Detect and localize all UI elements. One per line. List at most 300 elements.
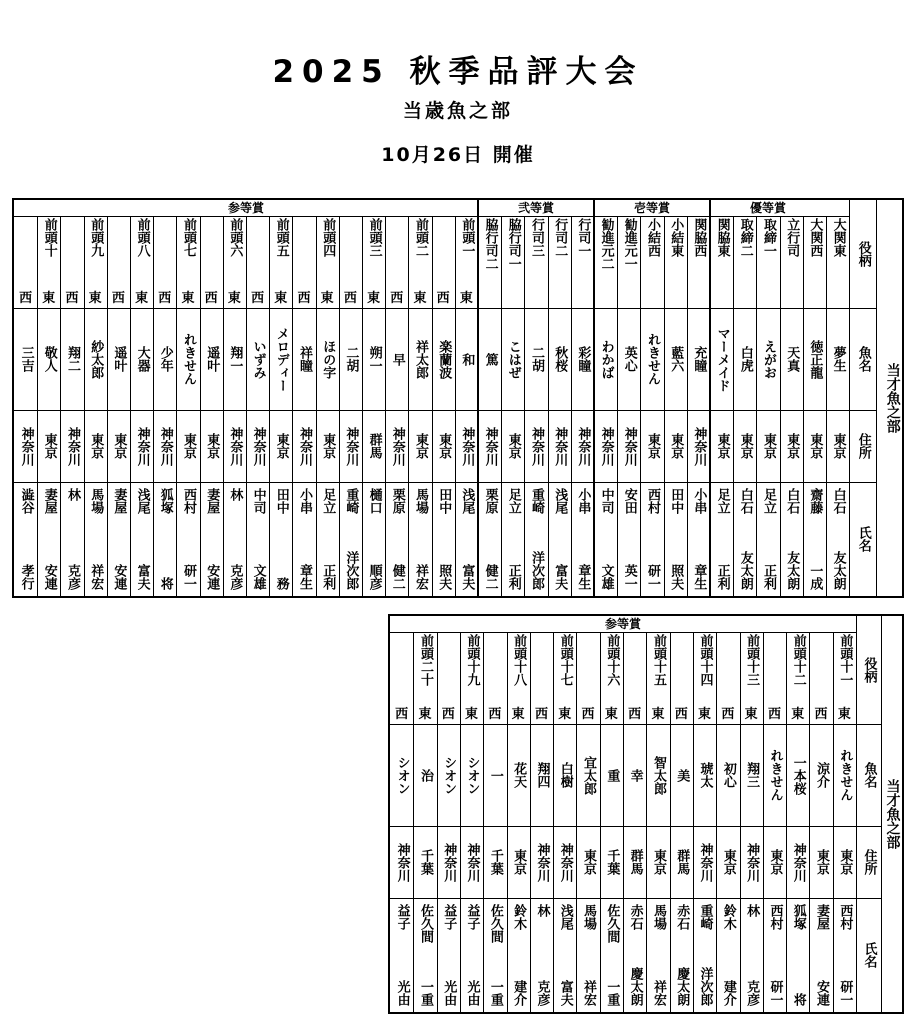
side-cell	[60, 290, 83, 308]
rank-title: 大関東	[830, 218, 846, 257]
side-label: 西	[343, 291, 357, 306]
side-row-line	[37, 290, 60, 291]
side-label: 西	[390, 291, 404, 306]
rank-cell	[432, 216, 455, 290]
side-row-line	[107, 290, 130, 291]
address-cell	[246, 410, 269, 482]
owner-name-cell	[269, 482, 292, 596]
owner-given-name: 祥宏	[88, 564, 104, 590]
fish-name: 楽蘭波	[436, 339, 452, 379]
side-row-line	[339, 290, 362, 291]
address-cell	[664, 410, 687, 482]
side-row-line	[693, 706, 716, 707]
owner-surname: 鈴木	[511, 904, 527, 930]
address: 千葉	[487, 849, 503, 875]
owner-given-name: 慶太朗	[627, 967, 643, 1006]
rank-cell	[763, 632, 786, 706]
owner-name-cell	[524, 482, 547, 596]
owner-name-cell	[763, 898, 786, 1012]
address-cell	[530, 826, 553, 898]
address: 東京	[644, 433, 660, 459]
rank-cell	[37, 216, 60, 290]
fish-name: ほの字	[320, 339, 336, 379]
owner-name-cell	[455, 482, 478, 596]
fish-name-cell	[571, 308, 594, 410]
owner-given-name: 一重	[417, 980, 433, 1006]
owner-name-cell	[200, 482, 223, 596]
owner-given-name: 克彦	[534, 980, 550, 1006]
address-cell	[60, 410, 83, 482]
rank-cell	[390, 632, 413, 706]
side-cell	[670, 706, 693, 724]
rank-title: 前頭五	[273, 218, 289, 257]
owner-name-cell	[646, 898, 669, 1012]
owner-name-cell	[553, 898, 576, 1012]
row-label: 魚名	[861, 762, 877, 788]
side-row-line	[200, 290, 223, 291]
owner-given-name: 健二	[482, 564, 498, 590]
side-cell	[507, 706, 530, 724]
owner-given-name: 克彦	[744, 980, 760, 1006]
rank-cell	[640, 216, 663, 308]
side-row-line	[223, 290, 246, 291]
rank-cell	[460, 632, 483, 706]
address: 東京	[814, 849, 830, 875]
address-cell	[524, 410, 547, 482]
owner-name-cell	[733, 482, 756, 596]
rank-title: 立行司	[784, 218, 800, 257]
rank-cell	[756, 216, 779, 308]
address: 東京	[767, 849, 783, 875]
side-label: 西	[581, 707, 595, 722]
rank-cell	[501, 216, 524, 308]
event-date: 10月26日 開催	[381, 144, 535, 166]
side-label: 西	[814, 707, 828, 722]
side-label: 東	[604, 707, 618, 722]
side-row-line	[483, 706, 506, 707]
rank-cell	[413, 632, 436, 706]
side-label: 東	[465, 707, 479, 722]
rank-title: 関脇西	[691, 218, 707, 257]
fish-name-cell	[501, 308, 524, 410]
owner-surname: 狐塚	[790, 904, 806, 930]
side-label: 東	[744, 707, 758, 722]
owner-given-name: 友太朗	[737, 551, 753, 590]
address-cell	[362, 410, 385, 482]
owner-given-name: 将	[157, 577, 173, 590]
rank-cell	[600, 632, 623, 706]
address-cell	[176, 410, 199, 482]
fish-name: 英心	[621, 346, 637, 372]
owner-given-name: 洋次郎	[343, 551, 359, 590]
owner-given-name: 光由	[464, 980, 480, 1006]
owner-name-cell	[316, 482, 339, 596]
rank-title: 前頭十三	[744, 634, 760, 686]
side-cell	[553, 706, 576, 724]
owner-surname: 小串	[691, 488, 707, 514]
address: 千葉	[604, 849, 620, 875]
address: 東京	[784, 433, 800, 459]
rank-cell	[339, 216, 362, 290]
side-row-line	[530, 706, 553, 707]
side-cell	[37, 290, 60, 308]
rank-title: 前頭三	[366, 218, 382, 257]
fish-name: 涼介	[814, 762, 830, 788]
page-title: 2025 秋季品評大会	[272, 54, 644, 90]
fish-name: こはぜ	[505, 339, 521, 379]
rank-cell	[478, 216, 501, 308]
address: 東京	[837, 849, 853, 875]
fish-name: 敬人	[41, 346, 57, 372]
owner-name-cell	[84, 482, 107, 596]
rank-title: 行司二	[552, 218, 568, 257]
owner-name-cell	[664, 482, 687, 596]
owner-surname: 安田	[621, 488, 637, 514]
owner-given-name: 研一	[837, 980, 853, 1006]
rank-cell	[153, 216, 176, 290]
owner-given-name: 正利	[760, 564, 776, 590]
fish-name: 徳正龍	[807, 339, 823, 379]
owner-name-cell	[809, 898, 832, 1012]
rank-cell	[670, 632, 693, 706]
owner-name-cell	[576, 898, 599, 1012]
owner-given-name: 友太朗	[784, 551, 800, 590]
fish-name: 少年	[157, 346, 173, 372]
address-cell	[200, 410, 223, 482]
address-cell	[37, 410, 60, 482]
fish-name-cell	[716, 724, 739, 826]
fish-name: 遥叶	[204, 346, 220, 372]
side-row-line	[246, 290, 269, 291]
address: 東京	[830, 433, 846, 459]
row-label: 住所	[855, 433, 871, 459]
address-cell	[153, 410, 176, 482]
fish-name: 白虎	[737, 346, 753, 372]
owner-given-name: 安連	[111, 564, 127, 590]
side-cell	[483, 706, 506, 724]
address: 神奈川	[250, 426, 266, 466]
address-cell	[670, 826, 693, 898]
side-cell	[84, 290, 107, 308]
owner-surname: 佐久間	[604, 904, 620, 943]
side-row-line	[740, 706, 763, 707]
side-row-line	[153, 290, 176, 291]
side-cell	[408, 290, 431, 308]
address-cell	[483, 826, 506, 898]
side-label: 西	[65, 291, 79, 306]
fish-name: 大器	[134, 346, 150, 372]
address: 東京	[320, 433, 336, 459]
owner-name-cell	[600, 898, 623, 1012]
owner-name-cell	[670, 898, 693, 1012]
address: 神奈川	[64, 426, 80, 466]
address-cell	[292, 410, 315, 482]
owner-given-name: 照夫	[668, 564, 684, 590]
address-cell	[478, 410, 501, 482]
owner-name-cell	[571, 482, 594, 596]
rank-title: 行司三	[528, 218, 544, 257]
fish-name: 彩瞳	[575, 346, 591, 372]
fish-name-cell	[339, 308, 362, 410]
fish-name: 天真	[784, 346, 800, 372]
address: 東京	[436, 433, 452, 459]
fish-name-cell	[600, 724, 623, 826]
side-label: 東	[558, 707, 572, 722]
side-row-line	[833, 706, 856, 707]
fish-name-cell	[385, 308, 408, 410]
rank-cell	[524, 216, 547, 308]
address: 神奈川	[389, 426, 405, 466]
side-row-line	[809, 706, 832, 707]
owner-name-cell	[716, 898, 739, 1012]
address: 東京	[273, 433, 289, 459]
address-cell	[14, 410, 37, 482]
fish-name: 白樹	[557, 762, 573, 788]
side-row-line	[437, 706, 460, 707]
side-cell	[576, 706, 599, 724]
owner-given-name: 富夫	[134, 564, 150, 590]
address-cell	[501, 410, 524, 482]
fish-name-cell	[455, 308, 478, 410]
fish-name: れきせん	[180, 333, 196, 385]
row-label: 氏名	[855, 526, 871, 552]
side-row-line	[413, 706, 436, 707]
side-cell	[646, 706, 669, 724]
fish-name-cell	[223, 308, 246, 410]
fish-name: 二胡	[528, 346, 544, 372]
owner-given-name: 文雄	[250, 564, 266, 590]
owner-surname: 馬場	[581, 904, 597, 930]
side-label: 東	[511, 707, 525, 722]
fish-name-cell	[292, 308, 315, 410]
fish-name-cell	[483, 724, 506, 826]
address-cell	[223, 410, 246, 482]
rank-title: 脇行司二	[482, 218, 498, 270]
award-group-header: 優等賞	[749, 201, 786, 215]
side-label: 西	[111, 291, 125, 306]
address-cell	[107, 410, 130, 482]
side-row-line	[623, 706, 646, 707]
fish-name-cell	[524, 308, 547, 410]
side-label: 西	[488, 707, 502, 722]
rank-title: 前頭十八	[511, 634, 527, 686]
ranking-table-main	[12, 198, 904, 598]
owner-surname: 田中	[273, 488, 289, 514]
rank-title: 脇行司一	[505, 218, 521, 270]
owner-given-name: 章生	[575, 564, 591, 590]
address: 千葉	[417, 849, 433, 875]
fish-name-cell	[833, 724, 856, 826]
fish-name: いずみ	[250, 339, 266, 379]
side-label: 西	[19, 291, 33, 306]
fish-name-cell	[763, 724, 786, 826]
side-row-line	[646, 706, 669, 707]
address: 東京	[720, 849, 736, 875]
owner-surname: 林	[227, 488, 243, 501]
fish-name: 幸	[627, 768, 643, 782]
side-row-line	[292, 290, 315, 291]
address-cell	[786, 826, 809, 898]
fish-name-cell	[37, 308, 60, 410]
side-cell	[200, 290, 223, 308]
owner-given-name: 安連	[204, 564, 220, 590]
address: 東京	[650, 849, 666, 875]
rank-title: 前頭十一	[837, 634, 853, 686]
owner-surname: 赤石	[674, 904, 690, 930]
side-cell	[432, 290, 455, 308]
fish-name-cell	[710, 308, 733, 410]
rank-cell	[803, 216, 826, 308]
side-row-line	[432, 290, 455, 291]
owner-surname: 澁谷	[18, 488, 34, 514]
fish-name: シオン	[394, 755, 410, 795]
fish-name: れきせん	[837, 749, 853, 801]
owner-surname: 白石	[737, 488, 753, 514]
rank-cell	[107, 216, 130, 290]
rank-title: 前頭二十	[417, 634, 433, 686]
side-cell	[413, 706, 436, 724]
owner-given-name: 建介	[720, 980, 736, 1006]
rank-cell	[269, 216, 292, 290]
fish-name-cell	[460, 724, 483, 826]
address-cell	[408, 410, 431, 482]
owner-name-cell	[833, 898, 856, 1012]
address: 神奈川	[394, 842, 410, 882]
side-cell	[623, 706, 646, 724]
owner-name-cell	[60, 482, 83, 596]
fish-name-cell	[670, 724, 693, 826]
fish-name-cell	[60, 308, 83, 410]
fish-name: れきせん	[644, 333, 660, 385]
owner-given-name: 健二	[389, 564, 405, 590]
owner-surname: 妻屋	[111, 488, 127, 514]
owner-given-name: 正利	[714, 564, 730, 590]
side-cell	[716, 706, 739, 724]
side-cell	[740, 706, 763, 724]
owner-name-cell	[687, 482, 710, 596]
owner-given-name: 一重	[604, 980, 620, 1006]
fish-name-cell	[693, 724, 716, 826]
owner-surname: 栗原	[389, 488, 405, 514]
row-label-addr	[856, 826, 881, 898]
fish-name: 早	[389, 352, 405, 366]
address-cell	[780, 410, 803, 482]
row-label-addr	[849, 410, 876, 482]
side-cell	[223, 290, 246, 308]
fish-name: 翔一	[227, 346, 243, 372]
side-cell	[530, 706, 553, 724]
owner-name-cell	[385, 482, 408, 596]
side-label: 東	[791, 707, 805, 722]
fish-name-cell	[809, 724, 832, 826]
owner-name-cell	[223, 482, 246, 596]
side-cell	[246, 290, 269, 308]
address: 東京	[412, 433, 428, 459]
owner-name-cell	[432, 482, 455, 596]
rank-cell	[780, 216, 803, 308]
side-row-line	[455, 290, 478, 291]
owner-name-cell	[153, 482, 176, 596]
address-cell	[339, 410, 362, 482]
fish-name: 藍六	[668, 346, 684, 372]
rank-cell	[130, 216, 153, 290]
rank-cell	[316, 216, 339, 290]
side-label: 東	[837, 707, 851, 722]
owner-given-name: 友太朗	[830, 551, 846, 590]
address-cell	[548, 410, 571, 482]
rank-cell	[530, 632, 553, 706]
fish-name: シオン	[464, 755, 480, 795]
side-cell	[437, 706, 460, 724]
side-cell	[14, 290, 37, 308]
owner-name-cell	[176, 482, 199, 596]
row-label-person	[849, 482, 876, 596]
side-label: 西	[204, 291, 218, 306]
owner-surname: 西村	[644, 488, 660, 514]
address-cell	[826, 410, 849, 482]
owner-surname: 益子	[394, 904, 410, 930]
address-cell	[740, 826, 763, 898]
fish-name: 花天	[511, 762, 527, 788]
address-cell	[756, 410, 779, 482]
owner-given-name: 正利	[320, 564, 336, 590]
fish-name-cell	[803, 308, 826, 410]
owner-given-name: 光由	[394, 980, 410, 1006]
owner-name-cell	[130, 482, 153, 596]
owner-given-name: 祥宏	[412, 564, 428, 590]
address: 東京	[204, 433, 220, 459]
rank-cell	[733, 216, 756, 308]
side-row-line	[362, 290, 385, 291]
award-group-header: 参等賞	[227, 201, 264, 215]
owner-given-name: 洋次郎	[528, 551, 544, 590]
owner-given-name: 文雄	[598, 564, 614, 590]
fish-name-cell	[246, 308, 269, 410]
rank-cell	[60, 216, 83, 290]
owner-name-cell	[530, 898, 553, 1012]
side-label: 西	[441, 707, 455, 722]
rank-cell	[408, 216, 431, 290]
owner-surname: 足立	[714, 488, 730, 514]
address-cell	[84, 410, 107, 482]
side-cell	[693, 706, 716, 724]
owner-surname: 白石	[830, 488, 846, 514]
fish-name: 翔二	[64, 346, 80, 372]
owner-given-name: 研一	[180, 564, 196, 590]
address: 神奈川	[557, 842, 573, 882]
owner-name-cell	[292, 482, 315, 596]
rank-cell	[483, 632, 506, 706]
fish-name-cell	[786, 724, 809, 826]
owner-name-cell	[594, 482, 617, 596]
fish-name: 一本桜	[790, 755, 806, 795]
fish-name: 秋桜	[552, 346, 568, 372]
address: 東京	[88, 433, 104, 459]
rank-cell	[200, 216, 223, 290]
owner-name-cell	[693, 898, 716, 1012]
rank-cell	[176, 216, 199, 290]
owner-name-cell	[460, 898, 483, 1012]
address: 群馬	[366, 433, 382, 459]
address: 神奈川	[343, 426, 359, 466]
owner-name-cell	[756, 482, 779, 596]
owner-given-name: 建介	[511, 980, 527, 1006]
rank-cell	[826, 216, 849, 308]
side-row-line	[84, 290, 107, 291]
owner-name-cell	[507, 898, 530, 1012]
address: 東京	[581, 849, 597, 875]
owner-name-cell	[390, 898, 413, 1012]
